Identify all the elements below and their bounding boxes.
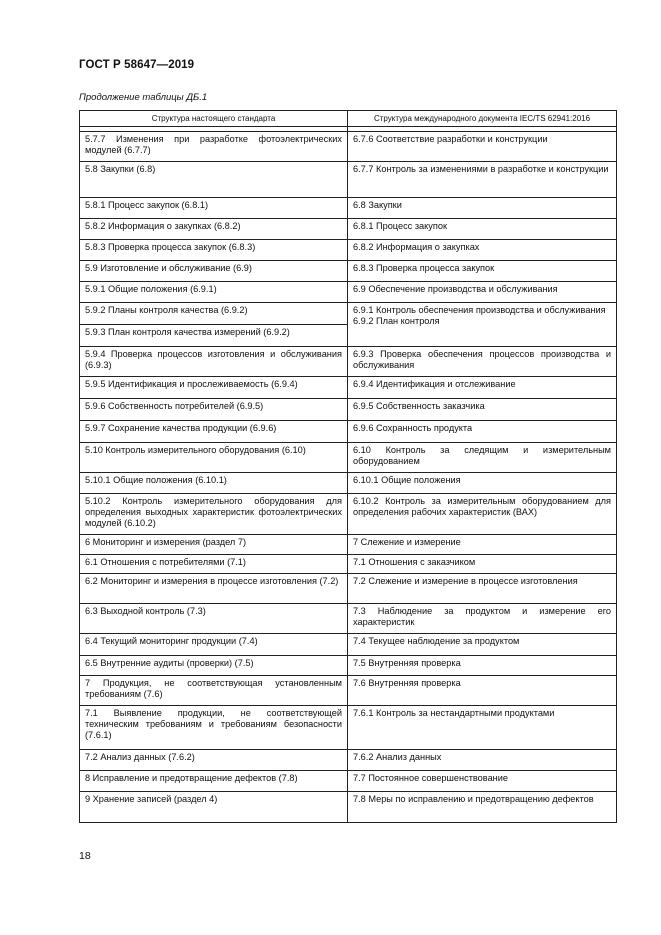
table-cell: 5.8.2 Информация о закупках (6.8.2) xyxy=(80,219,348,240)
table-row xyxy=(80,574,617,604)
table-cell: 7 Слежение и измерение xyxy=(348,535,617,555)
table-cell: 7.2 Слежение и измерение в процессе изготовления xyxy=(348,574,617,604)
table-cell: 5.9.7 Сохранение качества продукции (6.9.6) xyxy=(80,421,348,443)
table-row xyxy=(80,494,617,535)
table-row xyxy=(80,676,617,706)
table-cell: 5.9.4 Проверка процессов изготовления и обслуживания (6.9.3) xyxy=(80,347,348,377)
table-cell: 9 Хранение записей (раздел 4) xyxy=(80,792,348,823)
table-row xyxy=(80,132,617,162)
table-cell xyxy=(348,303,617,347)
table-cell: 6.8.2 Информация о закупках xyxy=(348,240,617,261)
table-cell: 6.7.6 Соответствие разработки и конструкции xyxy=(348,132,617,162)
table-cell: 5.10.1 Общие положения (6.10.1) xyxy=(80,473,348,494)
table-cell: 7.4 Текущее наблюдение за продуктом xyxy=(348,634,617,656)
table-row-merged xyxy=(80,303,617,347)
table-subcell: 5.9.3 План контроля качества измерений (6.9.2) xyxy=(85,327,290,337)
table-cell: 7.7 Постоянное совершенствование xyxy=(348,771,617,792)
table-row xyxy=(80,261,617,282)
table-row xyxy=(80,421,617,443)
table-row xyxy=(80,535,617,555)
correspondence-table xyxy=(79,110,617,823)
table-cell: 5.8.3 Проверка процесса закупок (6.8.3) xyxy=(80,240,348,261)
table-cell: 7.5 Внутренняя проверка xyxy=(348,656,617,676)
table-cell: 5.7.7 Изменения при разработке фотоэлектрических модулей (6.7.7) xyxy=(80,132,348,162)
table-cell: 5.9.5 Идентификация и прослеживаемость (6.9.4) xyxy=(80,377,348,399)
table-row xyxy=(80,219,617,240)
table-row xyxy=(80,162,617,198)
table-cell: 7.1 Выявление продукции, не соответствующей техническим требованиям и требованиям безопасности (7.6.1) xyxy=(80,706,348,750)
table-row xyxy=(80,473,617,494)
table-cell: 7.3 Наблюдение за продуктом и измерение его характеристик xyxy=(348,604,617,634)
table-cell: 7.6 Внутренняя проверка xyxy=(348,676,617,706)
table-cell: 5.9 Изготовление и обслуживание (6.9) xyxy=(80,261,348,282)
table-cell: 6.8 Закупки xyxy=(348,198,617,219)
table-cell: 5.10 Контроль измерительного оборудования (6.10) xyxy=(80,443,348,473)
table-cell: 6.4 Текущий мониторинг продукции (7.4) xyxy=(80,634,348,656)
table-row xyxy=(80,240,617,261)
table-subcell: 5.9.2 Планы контроля качества (6.9.2) xyxy=(80,303,347,325)
table-row xyxy=(80,282,617,303)
table-row xyxy=(80,347,617,377)
table-cell: 6.9 Обеспечение производства и обслуживания xyxy=(348,282,617,303)
table-cell: 6.9.5 Собственность заказчика xyxy=(348,399,617,421)
column-header-national: Структура настоящего стандарта xyxy=(80,111,348,127)
table-row xyxy=(80,792,617,823)
table-cell: 8 Исправление и предотвращение дефектов (7.8) xyxy=(80,771,348,792)
table-cell: 6.5 Внутренние аудиты (проверки) (7.5) xyxy=(80,656,348,676)
table-row xyxy=(80,656,617,676)
table-row xyxy=(80,604,617,634)
table-cell: 5.9.1 Общие положения (6.9.1) xyxy=(80,282,348,303)
table-cell: 6.10.2 Контроль за измерительным оборудованием для определения рабочих характеристик (ВАХ) xyxy=(348,494,617,535)
table-row xyxy=(80,706,617,750)
table-header-row xyxy=(80,111,617,127)
table-row xyxy=(80,377,617,399)
table-row xyxy=(80,198,617,219)
table-cell: 6.9.3 Проверка обеспечения процессов производства и обслуживания xyxy=(348,347,617,377)
table-cell: 7.6.2 Анализ данных xyxy=(348,750,617,771)
table-cell: 6.3 Выходной контроль (7.3) xyxy=(80,604,348,634)
table-cell-split xyxy=(80,303,348,347)
table-cell-text: 6.9.2 План контроля xyxy=(353,316,440,326)
table-row xyxy=(80,399,617,421)
table-cell: 7.1 Отношения с заказчиком xyxy=(348,555,617,574)
table-row xyxy=(80,555,617,574)
table-caption: Продолжение таблицы ДБ.1 xyxy=(79,92,208,103)
table-row xyxy=(80,634,617,656)
table-cell: 6.8.1 Процесс закупок xyxy=(348,219,617,240)
table-cell: 6.9.6 Сохранность продукта xyxy=(348,421,617,443)
table-row xyxy=(80,750,617,771)
column-header-international: Структура международного документа IEC/TS 62941:2016 xyxy=(348,111,617,127)
table-cell: 5.9.6 Собственность потребителей (6.9.5) xyxy=(80,399,348,421)
table-cell: 6.1 Отношения с потребителями (7.1) xyxy=(80,555,348,574)
table-row xyxy=(80,443,617,473)
table-cell: 5.10.2 Контроль измерительного оборудования для определения выходных характеристик фотоэлектрических модулей (6.10.2) xyxy=(80,494,348,535)
table-cell: 7.8 Меры по исправлению и предотвращению дефектов xyxy=(348,792,617,823)
table-cell: 7.6.1 Контроль за нестандартными продуктами xyxy=(348,706,617,750)
table-cell: 5.8 Закупки (6.8) xyxy=(80,162,348,198)
table-cell: 6.10.1 Общие положения xyxy=(348,473,617,494)
table-cell: 5.8.1 Процесс закупок (6.8.1) xyxy=(80,198,348,219)
table-cell-text: 6.9.1 Контроль обеспечения производства и обслуживания xyxy=(353,305,606,315)
table-cell: 6 Мониторинг и измерения (раздел 7) xyxy=(80,535,348,555)
table-cell: 6.10 Контроль за следящим и измерительным оборудованием xyxy=(348,443,617,473)
table-row xyxy=(80,771,617,792)
table-cell: 6.9.4 Идентификация и отслеживание xyxy=(348,377,617,399)
table-cell: 7 Продукция, не соответствующая установленным требованиям (7.6) xyxy=(80,676,348,706)
table-cell: 6.2 Мониторинг и измерения в процессе изготовления (7.2) xyxy=(80,574,348,604)
table-cell: 7.2 Анализ данных (7.6.2) xyxy=(80,750,348,771)
page-number: 18 xyxy=(79,850,91,862)
table-cell: 6.7.7 Контроль за изменениями в разработке и конструкции xyxy=(348,162,617,198)
document-header: ГОСТ Р 58647—2019 xyxy=(79,59,195,71)
table-cell: 6.8.3 Проверка процесса закупок xyxy=(348,261,617,282)
